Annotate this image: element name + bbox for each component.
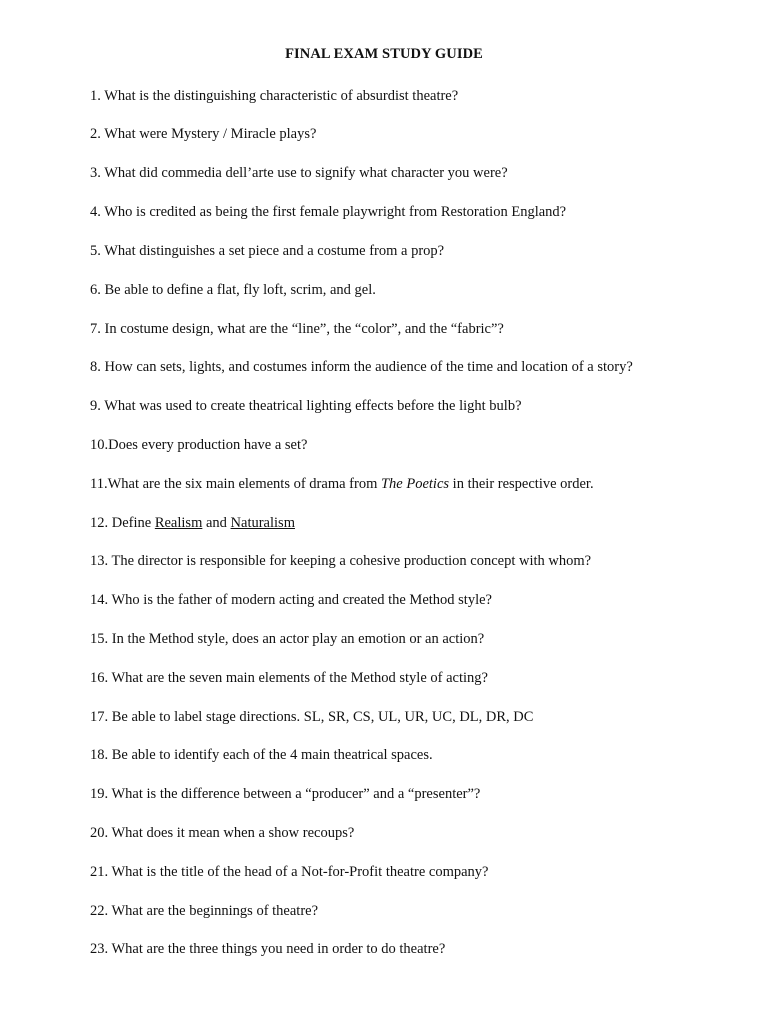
question-16 <box>90 669 488 687</box>
question-17 <box>90 708 533 726</box>
question-text: What were Mystery / Miracle plays? <box>104 126 317 142</box>
term-realism: Realism <box>154 515 203 531</box>
question-number: 2. <box>90 126 105 142</box>
question-number: 18. <box>90 747 112 763</box>
question-text: What are the six main elements of drama from <box>107 476 381 492</box>
page-title: FINAL EXAM STUDY GUIDE <box>285 46 483 62</box>
question-number: 15. <box>90 631 112 647</box>
question-20 <box>90 824 354 842</box>
term-naturalism: Naturalism <box>230 515 295 531</box>
question-text: In the Method style, does an actor play an emotion or an action? <box>111 631 485 647</box>
question-text: Who is credited as being the first female playwright from Restoration England? <box>104 204 567 220</box>
question-12 <box>90 514 295 532</box>
question-text: Be able to label stage directions. SL, SR, CS, UL, UR, UC, DL, DR, DC <box>111 709 534 725</box>
question-text: Who is the father of modern acting and created the Method style? <box>111 592 492 608</box>
question-text: What are the seven main elements of the Method style of acting? <box>111 670 488 686</box>
question-number: 20. <box>90 825 112 841</box>
question-text: The director is responsible for keeping a cohesive production concept with whom? <box>111 553 592 569</box>
question-text: What was used to create theatrical lighting effects before the light bulb? <box>104 398 522 414</box>
question-1 <box>90 87 458 105</box>
question-number: 7. <box>90 321 105 337</box>
question-text: How can sets, lights, and costumes inform the audience of the time and location of a story? <box>104 359 633 375</box>
question-7 <box>90 320 504 338</box>
question-5 <box>90 242 444 260</box>
question-number: 19. <box>90 786 112 802</box>
question-number: 10. <box>90 437 109 453</box>
question-14 <box>90 591 492 609</box>
question-23 <box>90 940 445 958</box>
question-text: What does it mean when a show recoups? <box>111 825 355 841</box>
question-2 <box>90 125 316 143</box>
question-18 <box>90 746 433 764</box>
question-number: 4. <box>90 204 105 220</box>
question-3 <box>90 164 508 182</box>
question-number: 11. <box>90 476 108 492</box>
question-19 <box>90 785 480 803</box>
question-text: In costume design, what are the “line”, the “color”, and the “fabric”? <box>104 321 504 337</box>
question-text: Define <box>111 515 155 531</box>
question-text: What distinguishes a set piece and a costume from a prop? <box>104 243 445 259</box>
question-21 <box>90 863 488 881</box>
question-number: 12. <box>90 515 112 531</box>
question-text-mid: and <box>202 515 231 531</box>
question-text: Be able to define a flat, fly loft, scrim, and gel. <box>104 282 376 298</box>
question-22 <box>90 902 318 920</box>
question-number: 3. <box>90 165 105 181</box>
question-number: 13. <box>90 553 112 569</box>
question-text: Be able to identify each of the 4 main theatrical spaces. <box>111 747 433 763</box>
question-text: Does every production have a set? <box>108 437 308 453</box>
question-number: 9. <box>90 398 105 414</box>
question-9 <box>90 397 522 415</box>
question-text: What is the title of the head of a Not-for-Profit theatre company? <box>111 864 489 880</box>
question-text: What are the beginnings of theatre? <box>111 903 319 919</box>
question-11 <box>90 475 594 493</box>
question-number: 22. <box>90 903 112 919</box>
question-number: 16. <box>90 670 112 686</box>
question-number: 6. <box>90 282 105 298</box>
question-number: 5. <box>90 243 105 259</box>
question-13 <box>90 552 591 570</box>
question-text: What are the three things you need in order to do theatre? <box>111 941 446 957</box>
question-text: What is the distinguishing characteristic of absurdist theatre? <box>104 88 459 104</box>
question-number: 21. <box>90 864 112 880</box>
question-8 <box>90 358 633 376</box>
question-number: 1. <box>90 88 105 104</box>
question-10 <box>90 436 307 454</box>
question-6 <box>90 281 376 299</box>
question-number: 14. <box>90 592 112 608</box>
question-text: What did commedia dell’arte use to signify what character you were? <box>104 165 508 181</box>
question-text: What is the difference between a “producer” and a “presenter”? <box>111 786 481 802</box>
question-number: 23. <box>90 941 112 957</box>
question-number: 17. <box>90 709 112 725</box>
question-number: 8. <box>90 359 105 375</box>
question-4 <box>90 203 566 221</box>
question-15 <box>90 630 484 648</box>
book-title: The Poetics <box>380 476 450 492</box>
question-text-end: in their respective order. <box>449 476 594 492</box>
